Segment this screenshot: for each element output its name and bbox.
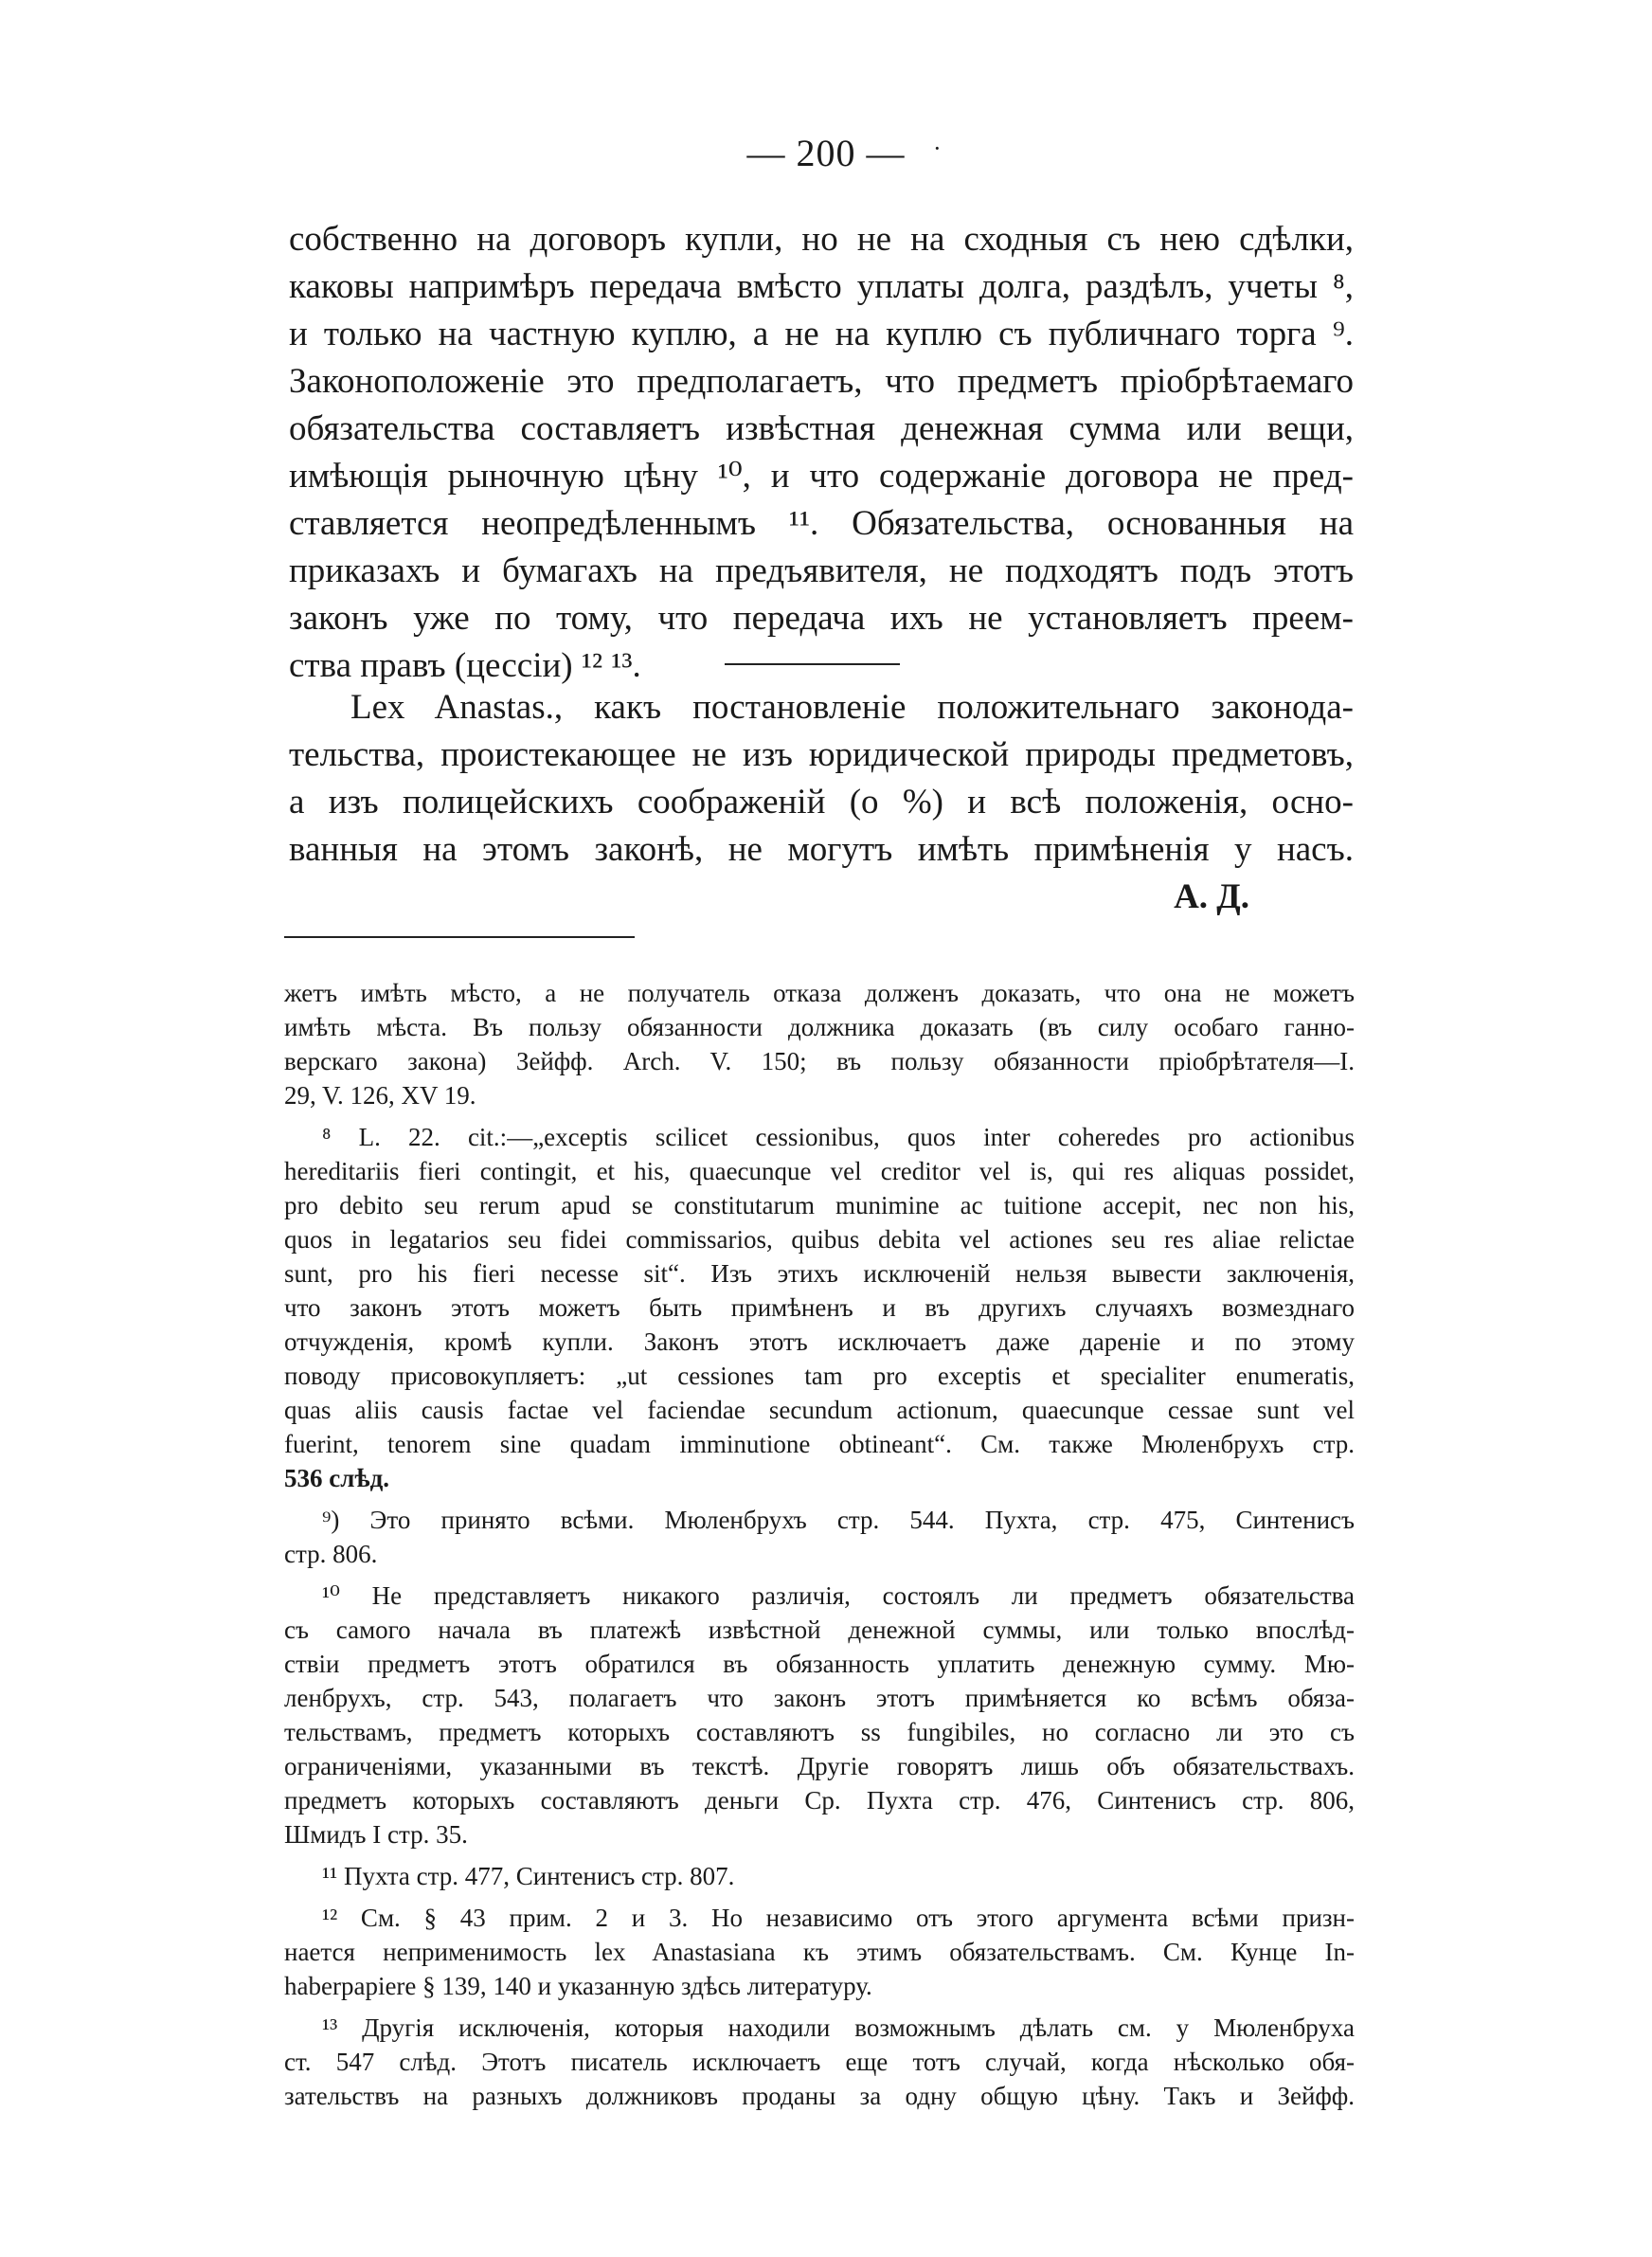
footnote-line: нается неприменимость lex Anastasiana къ этимъ обязательствамъ. См. Кунце In- [284, 1938, 1355, 1966]
footnote-line: haberpapiere § 139, 140 и указанную здѣсь литературу. [284, 1972, 872, 2000]
footnote-line: sunt, pro his fieri necesse sit“. Изъ этихъ исключеній нельзя вывести заключенія, [284, 1259, 1355, 1288]
text-line: законъ уже по тому, что передача ихъ не установляетъ преем- [289, 599, 1354, 638]
text-line: собственно на договоръ купли, но не на сходныя съ нею сдѣлки, [289, 220, 1354, 259]
footnote-line: жетъ имѣть мѣсто, а не получатель отказа долженъ доказать, что она не можетъ [284, 979, 1355, 1007]
footnote-line: зательствъ на разныхъ должниковъ проданы за одну общую цѣну. Такъ и Зейфф. [284, 2082, 1355, 2110]
page-number-text: — 200 — [746, 132, 906, 174]
text-line: обязательства составляетъ извѣстная денежная сумма или вещи, [289, 409, 1354, 448]
footnote-line: 536 слѣд. [284, 1464, 389, 1492]
section-divider [725, 663, 900, 665]
footnote-line: верскаго закона) Зейфф. Arch. V. 150; въ пользу обязанности пріобрѣтателя—I. [284, 1047, 1355, 1075]
footnote-line: предметъ которыхъ составляютъ деньги Ср. Пухта стр. 476, Синтенисъ стр. 806, [284, 1786, 1355, 1815]
footnotes [284, 976, 1355, 2113]
text-line: приказахъ и бумагахъ на предъявителя, не подходятъ подъ этотъ [289, 551, 1354, 590]
footnote-line: что законъ этотъ можетъ быть примѣненъ и въ другихъ случаяхъ возмезднаго [284, 1293, 1355, 1322]
text-line: а изъ полицейскихъ соображеній (о %) и всѣ положенія, осно- [289, 783, 1354, 822]
text-line: Законоположеніе это предполагаетъ, что предметъ пріобрѣтаемаго [289, 362, 1354, 401]
main-paragraph-1 [289, 216, 1354, 690]
footnote-line: fuerint, tenorem sine quadam imminutione obtineant“. См. также Мюленбрухъ стр. [284, 1430, 1355, 1458]
stray-mark: · [933, 135, 943, 162]
text-line: ставляется неопредѣленнымъ ¹¹. Обязательства, основанныя на [289, 504, 1354, 543]
footnote-line: тельствамъ, предметъ которыхъ составляютъ ss fungibiles, но согласно ли это съ [284, 1718, 1355, 1746]
footnote-line: съ самого начала въ платежѣ извѣстной денежной суммы, или только впослѣд- [284, 1616, 1355, 1644]
footnote-line: поводу присовокупляетъ: „ut cessiones tam pro exceptis et specialiter enumeratis, [284, 1362, 1355, 1390]
page-number [0, 131, 1652, 175]
footnote-line: ствіи предметъ этотъ обратился въ обязанность уплатить денежную сумму. Мю- [284, 1650, 1355, 1678]
footnote-13 [284, 2011, 1355, 2113]
footnote-line: ¹² См. § 43 прим. 2 и 3. Но независимо отъ этого аргумента всѣми призн- [322, 1904, 1355, 1932]
footnote-line: ограниченіями, указанными въ текстѣ. Другіе говорятъ лишь объ обязательствахъ. [284, 1752, 1355, 1780]
footnote-line: отчужденія, кромѣ купли. Законъ этотъ исключаетъ даже дареніе и по этому [284, 1327, 1355, 1356]
footnote-line: ⁸ L. 22. cit.:—„exceptis scilicet cessionibus, quos inter coheredes pro actionibus [322, 1123, 1355, 1151]
footnote-line: ст. 547 слѣд. Этотъ писатель исключаетъ еще тотъ случай, когда нѣсколько обя- [284, 2048, 1355, 2076]
footnote-11 [284, 1859, 1355, 1893]
signature: А. Д. [1174, 877, 1249, 916]
footnote-line: 29, V. 126, XV 19. [284, 1081, 476, 1110]
footnote-line: pro debito seu rerum apud se constitutarum munimine ac tuitione accepit, nec non his, [284, 1191, 1355, 1219]
footnote-12 [284, 1901, 1355, 2003]
footnote-continued [284, 976, 1355, 1112]
text-line: и только на частную куплю, а не на куплю съ публичнаго торга ⁹. [289, 315, 1354, 353]
main-paragraph-2 [289, 684, 1354, 921]
footnote-line: ¹³ Другія исключенія, которыя находили возможнымъ дѣлать см. у Мюленбруха [322, 2013, 1355, 2042]
footnote-line: quos in legatarios seu fidei commissarios, quibus debita vel actiones seu res aliae relictae [284, 1225, 1355, 1254]
footnote-10 [284, 1579, 1355, 1851]
footnote-line: quas aliis causis factae vel faciendae secundum actionum, quaecunque cessae sunt vel [284, 1396, 1355, 1424]
footnote-line: hereditariis fieri contingit, et his, quaecunque vel creditor vel is, qui res aliquas possidet, [284, 1157, 1355, 1185]
footnote-line: ¹¹ Пухта стр. 477, Синтенисъ стр. 807. [322, 1862, 735, 1890]
text-line: ства правъ (цессіи) ¹² ¹³. [289, 646, 641, 685]
text-line: каковы напримѣръ передача вмѣсто уплаты долга, раздѣлъ, учеты ⁸, [289, 267, 1354, 306]
footnote-9 [284, 1503, 1355, 1571]
footnote-rule [284, 936, 635, 938]
footnote-line: имѣть мѣста. Въ пользу обязанности должника доказать (въ силу особаго ганно- [284, 1013, 1355, 1041]
footnote-8 [284, 1120, 1355, 1495]
text-line: Lex Anastas., какъ постановленіе положительнаго законода- [350, 688, 1354, 727]
text-line: ванныя на этомъ законѣ, не могутъ имѣть примѣненія у насъ. [289, 830, 1354, 869]
footnote-line: ленбрухъ, стр. 543, полагаетъ что законъ этотъ примѣняется ко всѣмъ обяза- [284, 1684, 1355, 1712]
footnote-line: Шмидъ I стр. 35. [284, 1820, 468, 1849]
text-line: тельства, проистекающее не изъ юридической природы предметовъ, [289, 735, 1354, 774]
footnote-line: стр. 806. [284, 1540, 378, 1568]
footnote-line: ⁹) Это принято всѣми. Мюленбрухъ стр. 544. Пухта, стр. 475, Синтенисъ [322, 1506, 1355, 1534]
text-line: имѣющія рыночную цѣну ¹⁰, и что содержаніе договора не пред- [289, 457, 1354, 496]
footnote-line: ¹⁰ Не представляетъ никакого различія, состоялъ ли предметъ обязательства [322, 1581, 1355, 1610]
